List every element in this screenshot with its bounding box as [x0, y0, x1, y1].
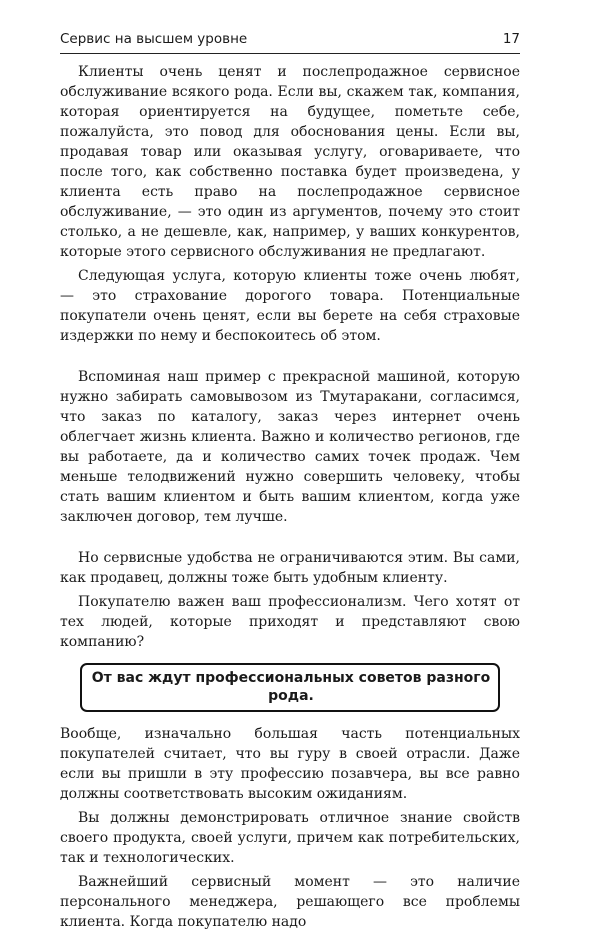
paragraph-convenience: Но сервисные удобства не ограничиваются этим. Вы сами, как продавец, должны тоже быть удобным клиенту.: [60, 550, 520, 586]
paragraph-catalog: Вспоминая наш пример с прекрасной машиной, которую нужно забирать самовывозом из Тмутаракани, согласимся, что заказ по каталогу, заказ через интернет очень облегчает жизнь клиента. Важно и количество регионов, где вы работаете, да и количество самих точек продаж. Чем меньше телодвижений нужно совершить человеку, чтобы стать вашим клиентом и быть вашим клиентом, когда уже заключен договор, тем лучше.: [60, 369, 520, 525]
paragraph-insurance: Следующая услуга, которую клиенты тоже очень любят, — это страхование дорогого товара. Потенциальные покупатели очень ценят, если вы берете на себя страховые издержки по нему и беспокоитесь об этом.: [60, 268, 520, 344]
paragraph-professionalism: Покупателю важен ваш профессионализм. Чего хотят от тех людей, которые приходят и представляют свою компанию?: [60, 594, 520, 650]
paragraph-guru: Вообще, изначально большая часть потенциальных покупателей считает, что вы гуру в своей отрасли. Даже если вы пришли в эту профессию позавчера, вы все равно должны соответствовать высоким ожиданиям.: [60, 726, 520, 802]
paragraph-personal-manager: Важнейший сервисный момент — это наличие персонального менеджера, решающего все проблемы клиента. Когда покупателю надо: [60, 874, 520, 930]
header-rule: [60, 53, 520, 54]
page-number: 17: [502, 31, 520, 47]
callout-box: От вас ждут профессиональных советов разного рода.: [80, 663, 500, 712]
paragraph-aftersales: Клиенты очень ценят и послепродажное сервисное обслуживание всякого рода. Если вы, скажем так, компания, которая ориентируется на будущее, пометьте себе, пожалуйста, это повод для обоснования цены. Если вы, продавая товар или оказывая услугу, оговариваете, что после того, как собственно поставка будет произведена, у клиента есть право на послепродажное сервисное обслуживание, — это один из аргументов, почему это стоит столько, а не дешевле, как, например, у ваших конкурентов, которые этого сервисного обслуживания не предлагают.: [60, 64, 520, 260]
paragraph-product-knowledge: Вы должны демонстрировать отличное знание свойств своего продукта, своей услуги, причем как потребительских, так и технологических.: [60, 810, 520, 866]
page-body: [60, 62, 520, 936]
running-header-title: Сервис на высшем уровне: [60, 31, 248, 47]
